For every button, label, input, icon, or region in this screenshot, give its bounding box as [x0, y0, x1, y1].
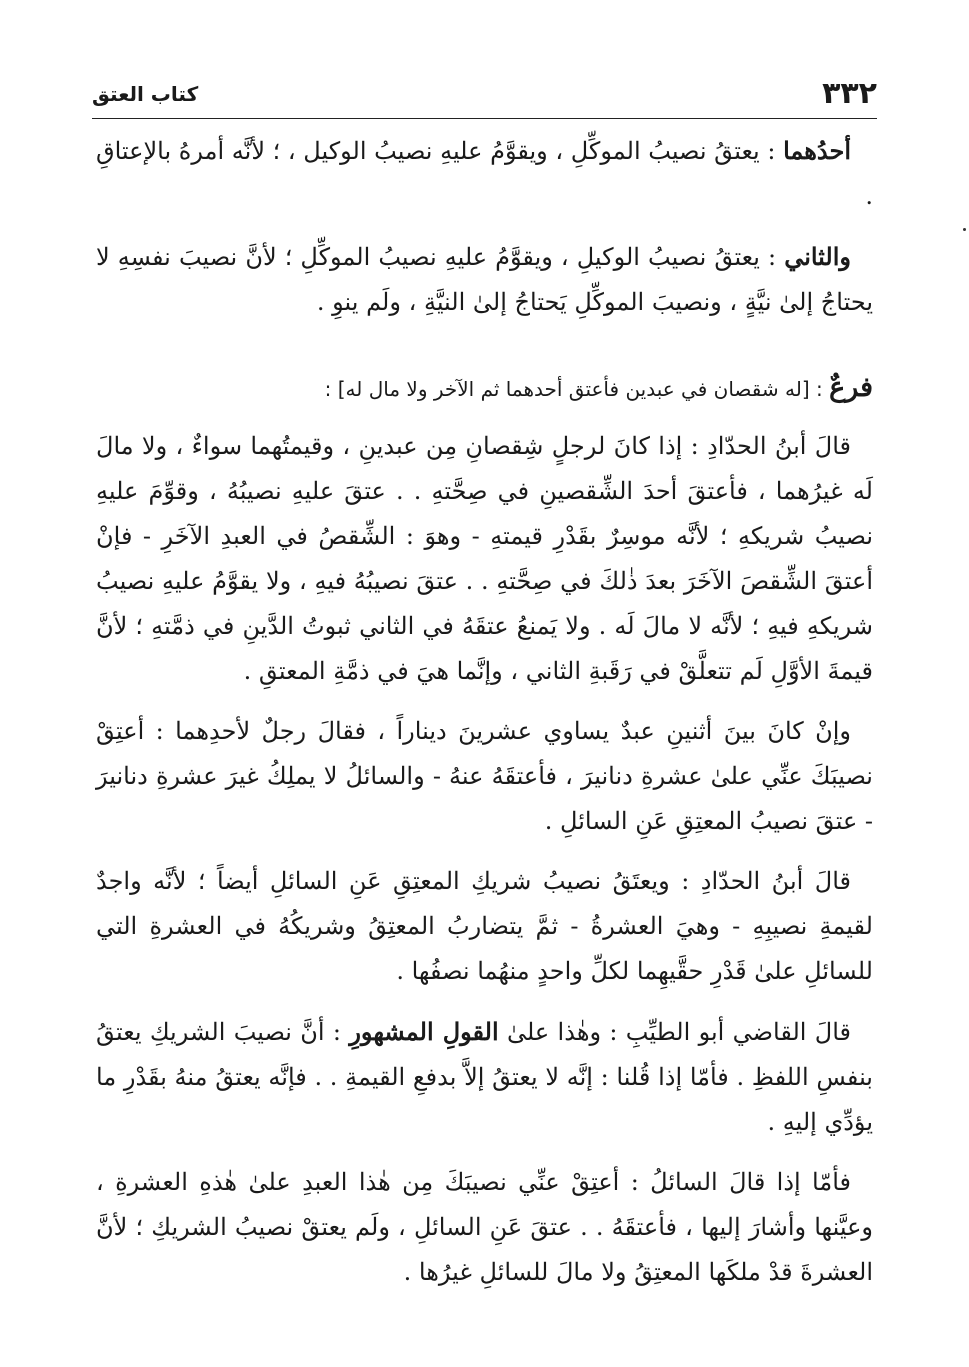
paragraph-asker-ten: فأمّا إذا قالَ السائلُ : أعتِقْ عنِّي نصيبَكَ مِن هٰذا العبدِ علىٰ هٰذهِ العشرةِ ، وعيَّنها وأشارَ إليها ، فأعتقَهُ . . عتقَ عَنِ السائلِ ، ولَم يعتقْ نصيبُ الشريكِ ؛ لأنَّ العشرةَ قدْ ملكَها المعتِقُ ولا مالَ للسائلِ غيرُها . [96, 1168, 873, 1286]
margin-mark [963, 228, 966, 231]
paragraph-twenty-dinars: وإنْ كانَ بينَ أثنينِ عبدٌ يساوي عشرينَ ديناراً ، فقالَ رجلٌ لأحدِهما : أعتِقْ نصيبَكَ عنِّي علىٰ عشرةِ دنانيرَ ، فأعتقَهُ عنهُ - والسائلُ لا يملِكُ غيرَ عشرةِ دنانيرَ - عتقَ نصيبُ المعتِقِ عَنِ السائلِ . [96, 717, 873, 835]
paragraph-text: : أنَّ نصيبَ الشريكِ يعتقُ بنفسِ اللفظِ . فأمّا إذا قُلنا : إنَّه لا يعتقُ إلاَّ بدفعِ القيمةِ . . فإنَّه يعتقُ منهُ بقَدْرِ ما يؤدِّي إليهِ . [96, 1018, 873, 1136]
paragraph-text: : يعتقُ نصيبُ الموكِّلِ ، ويقوَّمُ عليهِ نصيبُ الوكيل ، ؛ لأنَّه أمرهُ بالإعتاقِ . [96, 137, 873, 210]
section-subject: : [له شقصان في عبدين فأعتق أحدهما ثم الآخر ولا مال له] : [324, 377, 830, 401]
paragraph-lead: أحدُهما [783, 136, 852, 165]
section-heading [96, 365, 873, 412]
paragraph-ibn-haddad: قالَ أبنُ الحدّادِ : إذا كانَ لرجلٍ شِقصانِ مِن عبدينِ ، وقيمتُهما سواءٌ ، ولا مالَ لَه غيرُهما ، فأعتقَ أحدَ الشِّقصينِ في صِحَّتهِ . . عتقَ عليهِ نصيبُهُ ، وقوِّمَ عليهِ نصيبُ شريكهِ ؛ لأنَّه موسِرٌ بقَدْرِ قيمتهِ - وهوَ : الشِّقصُ في العبدِ الآخَرِ - فإنْ أعتقَ الشِّقصَ الآخَرَ بعدَ ذٰلكَ في صِحَّتهِ . . عتقَ نصيبُهُ فيهِ ، ولا يقوَّمُ عليهِ نصيبُ شريكهِ فيهِ ؛ لأنَّه لا مالَ لَه . ولا يَمنعُ عتقَهُ في الثاني ثبوتُ الدَّينِ في ذمَّتهِ ؛ لأنَّ قيمةَ الأوَّلِ لَم تتعلَّقْ في رَقَبةِ الثاني ، وإنَّما هيَ في ذمَّةِ المعتقِ . [96, 432, 873, 685]
paragraph-second-opinion [96, 234, 873, 325]
paragraph-ibn-haddad-second: قالَ أبنُ الحدّادِ : ويعتَقُ نصيبُ شريكِ المعتِقِ عَنِ السائلِ أيضاً ؛ لأنَّه واجدٌ لقيمةِ نصيبِهِ - وهيَ العشرةُ - ثمَّ يتضاربُ المعتِقُ وشريكُهُ في العشرةِ التي للسائلِ علىٰ قَدْرِ حقَّيهِما لكلِّ واحدٍ منهُما نصفُها . [96, 867, 873, 985]
paragraph-text: : يعتقُ نصيبُ الوكيلِ ، ويقوَّمُ عليهِ نصيبُ الموكِّلِ ؛ لأنَّ نصيبَ نفسِهِ لا يحتاجُ إلىٰ نيَّةٍ ، ونصيبَ الموكِّلِ يَحتاجُ إلىٰ النيَّةِ ، ولَم ينوِ . [96, 243, 873, 316]
page-header [92, 72, 877, 119]
paragraph-first-opinion [96, 128, 873, 219]
running-title: كتاب العتق [92, 82, 199, 106]
page-body [96, 128, 873, 1310]
paragraph-qadi-abu-tayyib [96, 1009, 873, 1145]
section-label: فرعٌ [829, 372, 873, 403]
paragraph-text: قالَ القاضي أبو الطيِّبِ : وهٰذا علىٰ [498, 1018, 851, 1046]
paragraph-lead: والثاني [784, 242, 851, 271]
paragraph-emphasis: القولِ المشهورِ [349, 1017, 499, 1046]
page-number: ٣٣٢ [822, 76, 877, 111]
